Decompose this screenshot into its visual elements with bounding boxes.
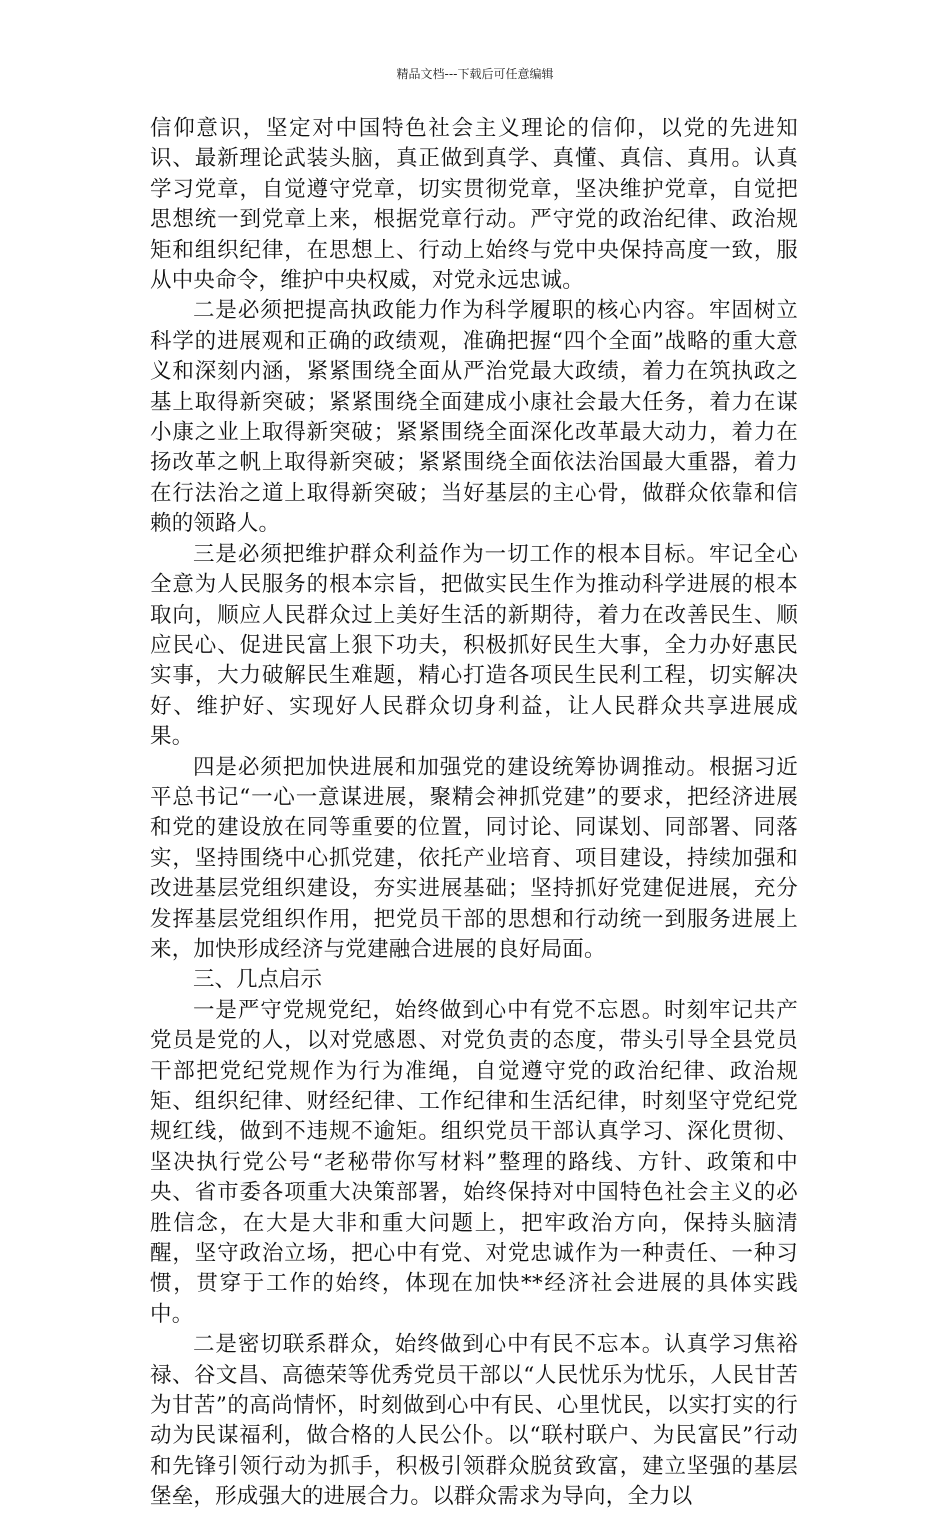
paragraph-point-two: 二是必须把提高执政能力作为科学履职的核心内容。牢固树立科学的进展观和正确的政绩观，准确把握“四个全面”战略的重大意义和深刻内涵，紧紧围绕全面从严治党最大政绩，着力在筑执政之基上取得新突破；紧紧围绕全面建成小康社会最大任务，着力在谋小康之业上取得新突破；紧紧围绕全面深化改革最大动力，着力在扬改革之帆上取得新突破；紧紧围绕全面依法治国最大重器，着力在行法治之道上取得新突破；当好基层的主心骨，做群众依靠和信赖的领路人。	[150, 298, 798, 537]
document-body	[150, 114, 798, 1513]
paragraph-point-four: 四是必须把加快进展和加强党的建设统筹协调推动。根据习近平总书记“一心一意谋进展，聚精会神抓党建”的要求，把经济进展和党的建设放在同等重要的位置，同讨论、同谋划、同部署、同落实，坚持围绕中心抓党建，依托产业培育、项目建设，持续加强和改进基层党组织建设，夯实进展基础；坚持抓好党建促进展，充分发挥基层党组织作用，把党员干部的思想和行动统一到服务进展上来，加快形成经济与党建融合进展的良好局面。	[150, 754, 798, 962]
section-heading: 三、几点启示	[193, 967, 323, 993]
paragraph-insight-one: 一是严守党规党纪，始终做到心中有党不忘恩。时刻牢记共产党员是党的人，以对党感恩、对党负责的态度，带头引导全县党员干部把党纪党规作为行为准绳，自觉遵守党的政治纪律、政治规矩、组织纪律、财经纪律、工作纪律和生活纪律，时刻坚守党纪党规红线，做到不违规不逾矩。组织党员干部认真学习、深化贯彻、坚决执行党公号“老秘带你写材料”整理的路线、方针、政策和中央、省市委各项重大决策部署，始终保持对中国特色社会主义的必胜信念，在大是大非和重大问题上，把牢政治方向，保持头脑清醒，坚守政治立场，把心中有党、对党忠诚作为一种责任、一种习惯，贯穿于工作的始终，体现在加快**经济社会进展的具体实践中。	[150, 997, 798, 1327]
page-header: 精品文档---下载后可任意编辑	[396, 67, 554, 81]
paragraph-continued: 信仰意识，坚定对中国特色社会主义理论的信仰，以党的先进知识、最新理论武装头脑，真正做到真学、真懂、真信、真用。认真学习党章，自觉遵守党章，切实贯彻党章，坚决维护党章，自觉把思想统一到党章上来，根据党章行动。严守党的政治纪律、政治规矩和组织纪律，在思想上、行动上始终与党中央保持高度一致，服从中央命令，维护中央权威，对党永远忠诚。	[150, 116, 798, 294]
paragraph-point-three: 三是必须把维护群众利益作为一切工作的根本目标。牢记全心全意为人民服务的根本宗旨，把做实民生作为推动科学进展的根本取向，顺应人民群众过上美好生活的新期待，着力在改善民生、顺应民心、促进民富上狠下功夫，积极抓好民生大事，全力办好惠民实事，大力破解民生难题，精心打造各项民生民利工程，切实解决好、维护好、实现好人民群众切身利益，让人民群众共享进展成果。	[150, 541, 798, 750]
paragraph-insight-two: 二是密切联系群众，始终做到心中有民不忘本。认真学习焦裕禄、谷文昌、高德荣等优秀党员干部以“人民忧乐为忧乐，人民甘苦为甘苦”的高尚情怀，时刻做到心中有民、心里忧民，以实打实的行动为民谋福利，做合格的人民公仆。以“联村联户、为民富民”行动和先锋引领行动为抓手，积极引领群众脱贫致富，建立坚强的基层堡垒，形成强大的进展合力。以群众需求为导向，全力以	[150, 1332, 798, 1510]
